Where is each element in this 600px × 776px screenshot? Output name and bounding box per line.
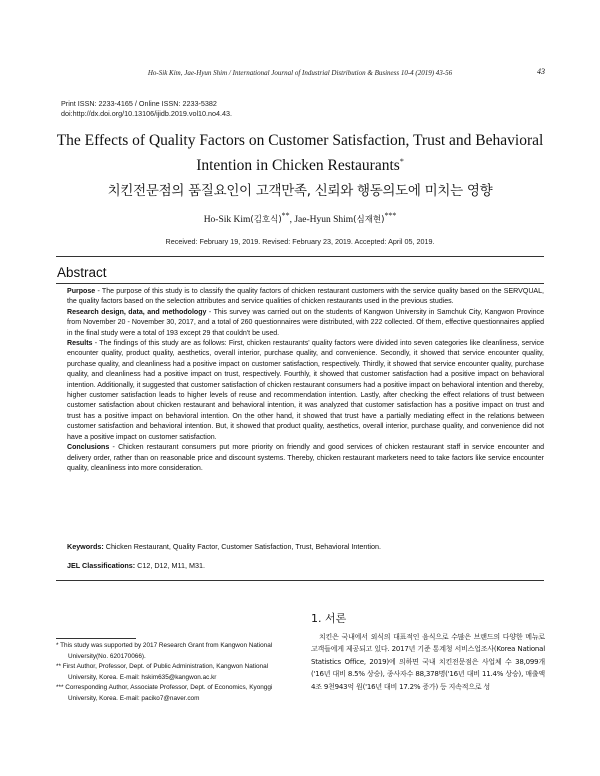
conclusions-text: - Chicken restaurant consumers put more priority on friendly and good services of chicken restaurant staff in service encounter and delivery order, rather than on reasonable price and discount systems. Thereby, chicken restaurant marketers need to take factors like service encounter quality, cleanliness into more consideration. [67, 444, 544, 472]
design-text: - This survey was carried out on the students of Kangwon University in Samchuk City, Kangwon Province from November 20 - November 30, 2017, and a total of 260 questionnaires were distributed, with 222 collected. Of them, effective questionnaires applied in the final study were a total of 193 except 29 that couldn't be used. [67, 308, 545, 337]
abstract-top-rule [56, 256, 544, 257]
jel-classifications [67, 561, 205, 570]
author-2-name: Jae-Hyun Shim [294, 215, 354, 226]
results-label: Results [67, 340, 93, 348]
results-text: - The findings of this study are as follows: First, chicken restaurants' quality factors were divided into seven categories like cleanliness, service encounter quality, product quality, aesthetics, overall interior, purchase quality, and convenience. Secondly, it showed that service encounter quality, purchase quality, and cleanliness had a positive impact on customer satisfaction, respectively. Thirdly, it showed that service encounter quality, purchase quality, and cleanliness had a positive impact on trust, respectively. Fourthly, it showed that customer satisfaction had a positive impact on behavioral intention. Additionally, it suggested that customer satisfaction of chicken restaurant consumers had a positive impact on behavioral intention and thereby, higher customer satisfaction leads to higher levels of reuse and recommendation intention. Lastly, after checking the effect relations of trust between customer satisfaction about chicken restaurant and behavioral intention, it was analyzed that customer satisfaction has a positive impact on trust and trust has a positive impact on behavioral intention. On the other hand, it showed that trust have a partially mediating effect in the relations between customer satisfaction and behavioral intention. But, it showed that product quality, aesthetics, overall interior, purchase quality, and convenience did not have a positive impact on customer satisfaction. [67, 340, 544, 441]
author-2-korean: (심재현) [353, 215, 385, 226]
issn-block [61, 99, 232, 119]
purpose-text: - The purpose of this study is to classify the quality factors of chicken restaurant customers with the service quality based on the SERVQUAL, the quality factors based on the selection attributes and service qualities of chicken restaurants used in the previous studies. [67, 288, 544, 306]
footnotes [56, 641, 296, 704]
author-1-mark: ** [281, 211, 290, 220]
conclusions-label: Conclusions [67, 444, 110, 452]
purpose-label: Purpose [67, 288, 96, 295]
footnote-first-author: ** First Author, Professor, Dept. of Public Administration, Kangwon National University, Korea. E-mail: hskim635@kangwon.ac.kr [56, 663, 269, 681]
title-line-1: The Effects of Quality Factors on Customer Satisfaction, Trust and Behavioral [56, 132, 544, 149]
footnote-rule [56, 638, 136, 639]
footnote-corresponding-author: *** Corresponding Author, Associate Professor, Dept. of Economics, Kyonggi University, Korea. E-mail: paciko7@naver.com [56, 684, 273, 702]
design-label: Research design, data, and methodology [67, 308, 207, 316]
section-heading: 1. 서론 [311, 612, 347, 625]
keywords [67, 542, 381, 551]
authors [40, 211, 560, 225]
abstract-purpose [67, 287, 544, 308]
keywords-label: Keywords: [67, 542, 104, 551]
abstract-bottom-rule [56, 580, 544, 581]
running-head: Ho-Sik Kim, Jae-Hyun Shim / International Journal of Industrial Distribution & Business 10-4 (2019) 43-56 [147, 69, 453, 77]
title-line-2 [40, 151, 560, 176]
author-1-name: Ho-Sik Kim [203, 215, 251, 226]
jel-text: C12, D12, M11, M31. [135, 561, 205, 570]
author-2-mark: *** [384, 211, 397, 220]
keywords-text: Chicken Restaurant, Quality Factor, Customer Satisfaction, Trust, Behavioral Intention. [103, 542, 381, 551]
abstract-conclusions [67, 443, 544, 474]
abstract-results [67, 339, 544, 443]
page-number: 43 [537, 67, 545, 76]
abstract-design [67, 308, 544, 339]
received-dates: Received: February 19, 2019. Revised: February 23, 2019. Accepted: April 05, 2019. [165, 237, 435, 246]
section-body [311, 631, 545, 693]
title-line-2-text: Intention in Chicken Restaurants [196, 157, 400, 175]
author-1-korean: (김호식) [250, 215, 282, 226]
issn-line: Print ISSN: 2233-4165 / Online ISSN: 2233-5382 [61, 99, 217, 108]
title-korean: 치킨전문점의 품질요인이 고객만족, 신뢰와 행동의도에 미치는 영향 [107, 183, 493, 199]
footnote-funding: * This study was supported by 2017 Research Grant from Kangwon National University(No. 620170066). [56, 642, 273, 660]
section-paragraph: 치킨은 국내에서 외식의 대표적인 음식으로 수많은 브랜드의 다양한 메뉴로 고객들에게 제공되고 있다. 2017년 기준 통계청 서비스업조사(Korea National Statistics Office, 2019)에 의하면 국내 치킨전문점은 사업체 수 38,099개('16년 대비 8.5% 상승), 종사자수 88,378명('16년 대비 11.4% 상승), 매출액 4조 9천943억 원('16년 대비 17.2% 증가) 등 지속적으로 성 [311, 633, 545, 691]
abstract-heading-rule [56, 283, 544, 284]
author-separator: , [289, 215, 295, 226]
title-english [40, 130, 560, 176]
title-footnote-mark: * [399, 157, 404, 166]
abstract-heading: Abstract [57, 265, 107, 280]
doi-line: doi:http://dx.doi.org/10.13106/ijidb.2019.vol10.no4.43. [61, 109, 233, 118]
abstract-body [67, 287, 544, 474]
jel-label: JEL Classifications: [67, 561, 136, 570]
